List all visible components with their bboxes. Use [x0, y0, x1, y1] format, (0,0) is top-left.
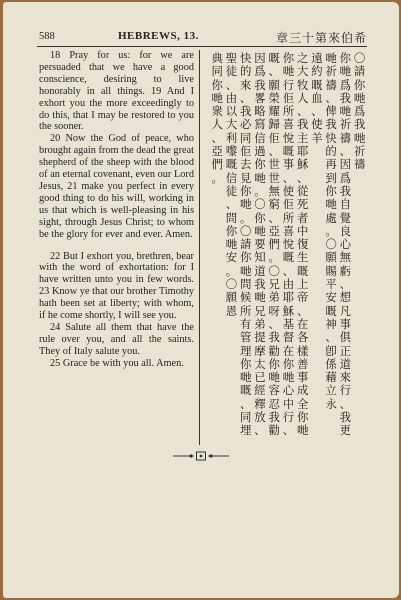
book-page [3, 2, 399, 598]
page-number: 588 [39, 31, 55, 42]
chinese-column: 哋 祈 禱 、 俾 我 快 的 再 到 你 哋 處 。 〇 願 賜 平 安 嘅 神 、 卽 係 藉 立 永 [325, 51, 337, 411]
page-header [39, 29, 367, 47]
chinese-column: 你 哋 行 佢 所 喜 悅 嘅 事 、 使 佢 所 喜 悅 嘅 、 由 耶 穌 基 督 在 你 哋 心 中 行 、 [282, 51, 295, 438]
chinese-column: 因 爲 我 畧 略 寫 信 過 你 哋 。 〇 你 哋 要 知 道 我 哋 兄 弟 提 摩 太 已 經 釋 放 、 [254, 51, 266, 438]
verse-paragraph: 24 Salute all them that have the rule over you, and all the saints. They of Italy salute you. [39, 321, 194, 357]
chinese-column: 遠 約 嘅 血 、 使 羊 [311, 51, 323, 145]
decorative-divider [171, 450, 231, 462]
chinese-column: 之 大 牧 人 、 我 主 耶 穌 、 從 死 者 中 復 生 嘅 上 帝 、 在 各 樣 善 事 成 全 你 哋 [296, 51, 309, 438]
header-rule [37, 46, 367, 47]
ornament-icon [171, 450, 231, 462]
chinese-column: 聖 徒 、 由 以 大 利 嚟 嘅 信 徒 、 問 你 哋 安 。 〇 願 恩 [225, 51, 238, 318]
chinese-running-head: 章三十第來伯希 [275, 31, 367, 45]
running-head: HEBREWS, 13. [118, 30, 199, 42]
verse-paragraph: 22 But I exhort you, brethren, bear with the word of exhortation: for I have written unto you in few words. 23 Know ye that our brother Timothy hath been set at liberty; with whom, if he come shortly, I will see you. [39, 250, 194, 322]
chinese-column: 嘅 、 願 榮 耀 歸 佢 、 世 世 無 窮 、 亞 們 。 〇 兄 弟 呀 、 我 勸 你 哋 容 忍 我 勸 [268, 51, 280, 438]
chinese-column: 〇 請 你 哋 爲 我 哋 祈 禱 [353, 51, 366, 172]
verse-paragraph: 20 Now the God of peace, who brought again from the dead the great shepherd of the sheep with the blood of an eternal covenant, even our Lord Jesus, 21 make you perfect in every good thing to do his will, working in us that which is well-pleasing in his sight, through Jesus Christ; to whom be the glory for ever and ever. Amen. [39, 133, 194, 240]
verse-paragraph: 18 Pray for us: for we are persuaded that we have a good conscience, desiring to live honorably in all things. 19 And I exhort you the more exceedingly to do this, that I may be restored to you the sooner. [39, 50, 194, 133]
chinese-text-column [202, 52, 366, 444]
chinese-column: 快 的 來 、 我 必 同 佢 去 見 你 哋 。 〇 請 你 哋 問 候 所 有 管 理 你 哋 嘅 、 同 埋 [240, 51, 252, 438]
english-text-column [39, 50, 194, 370]
verse-paragraph: 25 Grace be with you all. Amen. [50, 357, 184, 369]
chinese-column: 典 同 你 哋 衆 人 、 亞 們 。 [211, 51, 223, 185]
chinese-column: 你 哋 爲 我 哋 祈 禱 、 因 爲 我 自 覺 良 心 無 虧 、 想 凡 事 俱 正 道 來 行 、 我 更 [339, 51, 352, 438]
column-divider [199, 50, 200, 445]
